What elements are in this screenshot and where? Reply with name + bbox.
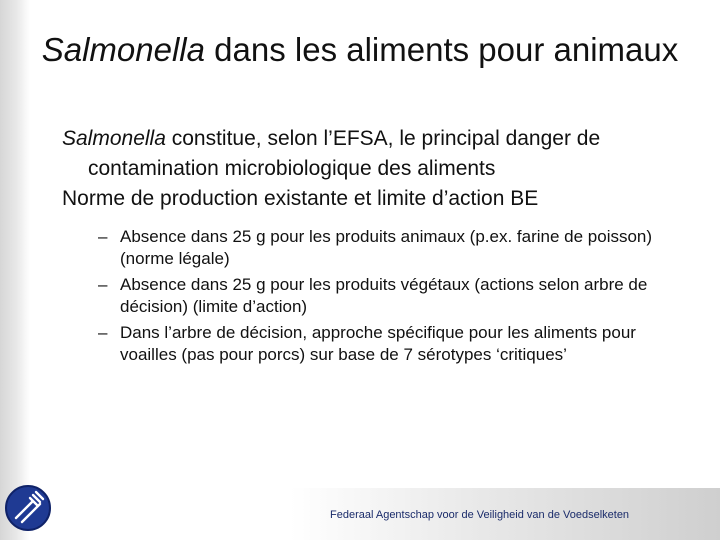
sub-bullet-text: Absence dans 25 g pour les produits végétaux (actions selon arbre de décision) (limite d’action) — [120, 275, 648, 316]
title-rest: dans les aliments pour animaux — [205, 31, 679, 68]
title-italic: Salmonella — [41, 31, 205, 68]
paragraph-2-text: Norme de production existante et limite d’action BE — [62, 187, 539, 210]
sub-bullet-list — [62, 226, 682, 366]
paragraph-2 — [62, 184, 682, 214]
paragraph-1-italic: Salmonella — [62, 127, 166, 150]
paragraph-1 — [62, 124, 682, 184]
fork-knife-logo-icon — [2, 482, 54, 534]
sub-bullet-item — [98, 274, 682, 318]
dash-bullet: – — [98, 323, 108, 342]
sub-bullet-text: Absence dans 25 g pour les produits animaux (p.ex. farine de poisson) (norme légale) — [120, 227, 653, 268]
paragraph-1-text: constitue, selon l’EFSA, le principal danger de contamination microbiologique des aliments — [88, 127, 601, 180]
dash-bullet: – — [98, 275, 108, 294]
slide-body — [62, 124, 682, 370]
left-gradient-band — [0, 0, 30, 540]
sub-bullet-item — [98, 322, 682, 366]
sub-bullet-item — [98, 226, 682, 270]
dash-bullet: – — [98, 227, 108, 246]
footer-agency-name: Federaal Agentschap voor de Veiligheid van de Voedselketen — [330, 509, 630, 521]
sub-bullet-text: Dans l’arbre de décision, approche spécifique pour les aliments pour voailles (pas pour porcs) sur base de 7 sérotypes ‘critiques’ — [120, 323, 636, 364]
slide-title — [40, 28, 680, 72]
